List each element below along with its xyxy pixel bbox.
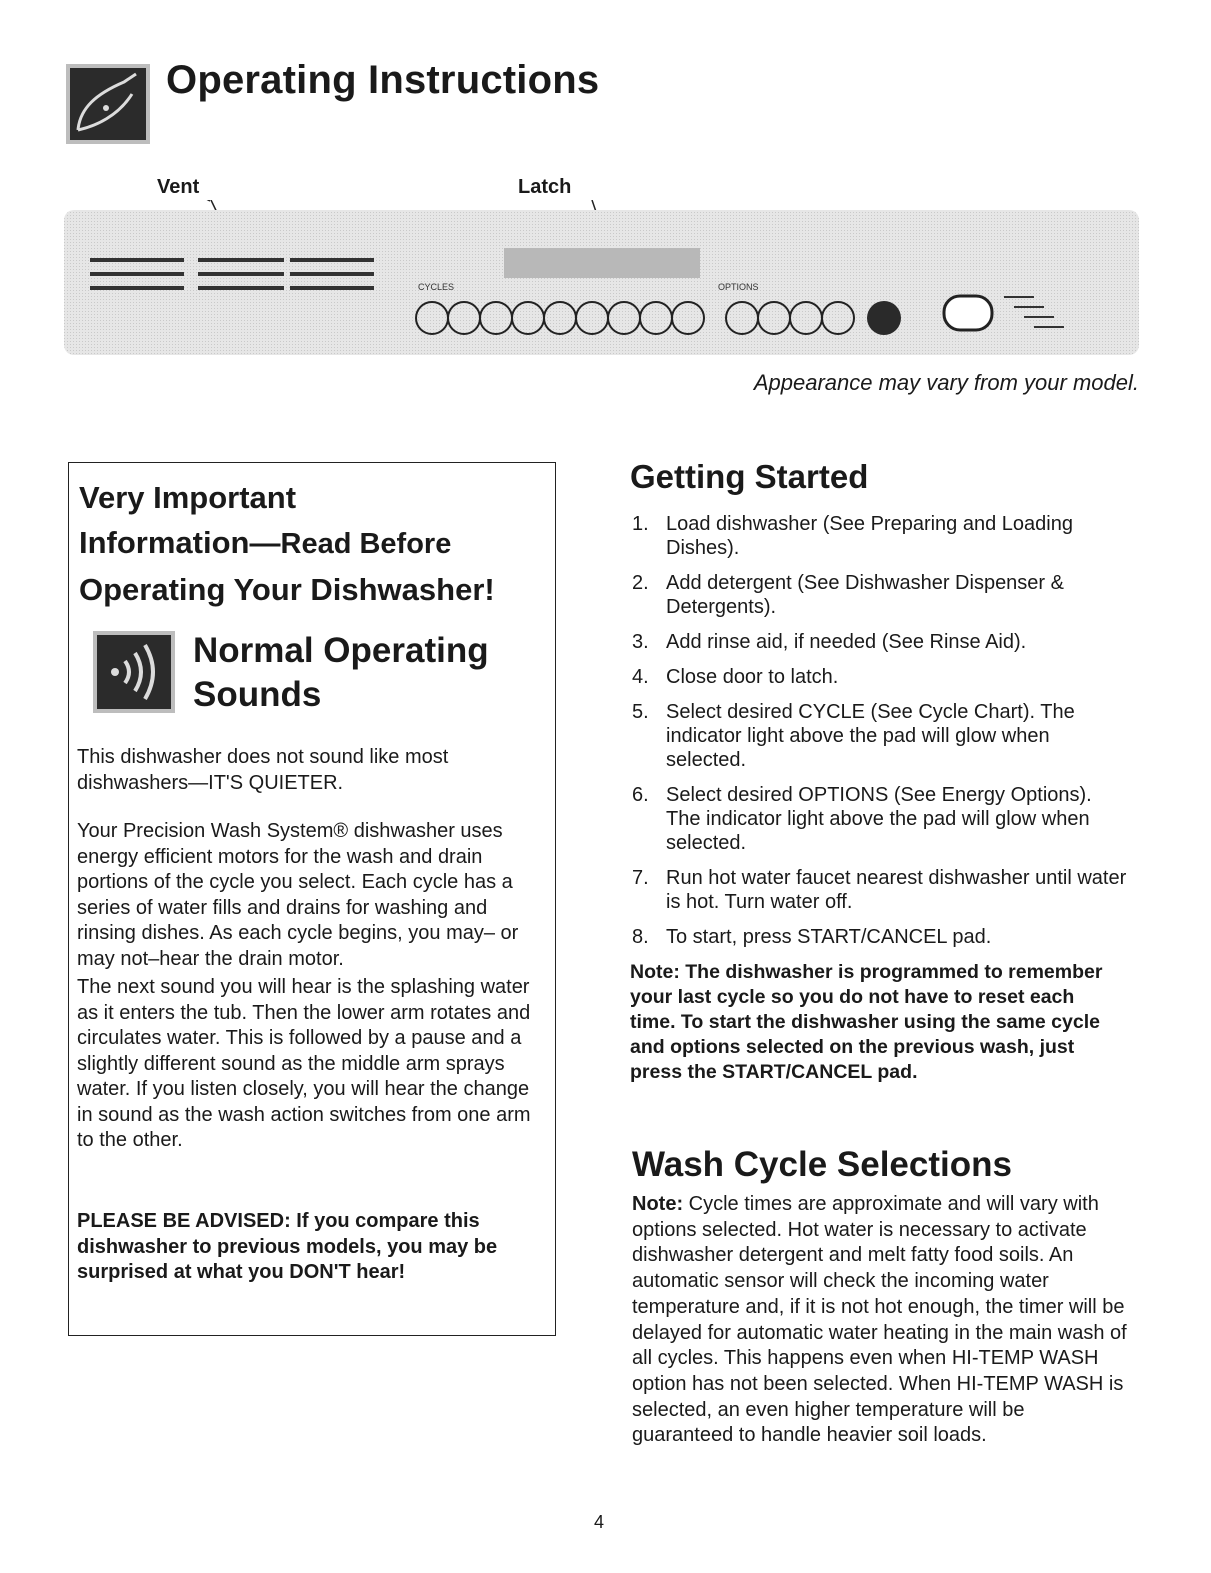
splashing-paragraph: The next sound you will hear is the splashing water as it enters the tub. Then the lower arm rotates and circulates water. This is followed by a pause and a slightly different sound as the middle arm sprays water. If you listen closely, you will hear the change in sound as the wash action switches from one arm to the other.	[77, 976, 531, 1151]
important-heading-line3: Operating Your Dishwasher!	[79, 572, 495, 607]
svg-text:OPTIONS: OPTIONS	[718, 282, 759, 292]
page-number: 4	[594, 1512, 605, 1532]
sounds-heading-line1: Normal Operating	[193, 631, 489, 670]
list-item: 7. Run hot water faucet nearest dishwasher until water is hot. Turn water off.	[632, 867, 1127, 913]
getting-started-heading: Getting Started	[630, 458, 869, 495]
important-heading	[79, 475, 495, 612]
wash-cycle-heading: Wash Cycle Selections	[632, 1145, 1012, 1184]
list-item: 2. Add detergent (See Dishwasher Dispenser & Detergents).	[632, 572, 1064, 618]
list-item: 8. To start, press START/CANCEL pad.	[632, 926, 992, 948]
important-heading-line2b: Read Before	[280, 528, 452, 560]
getting-started-steps	[630, 512, 1130, 960]
control-panel-illustration	[64, 174, 1139, 406]
programmed-note: Note: The dishwasher is programmed to remember your last cycle so you do not have to reset each time. To start the dishwasher using the same cycle and options selected on the previous wash, just press the START/CANCEL pad.	[630, 961, 1103, 1083]
sound-waves-icon	[93, 631, 175, 713]
wash-cycle-body: Cycle times are approximate and will vary with options selected. Hot water is necessary to activate dishwasher detergent and melt fatty food soils. An automatic sensor will check the incoming water temperature and, if it is not hot enough, the timer will be delayed for automatic water heating in the main wash of all cycles. This happens even when HI-TEMP WASH option has not been selected. When HI-TEMP WASH is selected, an even higher temperature will be guaranteed to handle heavier soil loads.	[632, 1193, 1127, 1447]
operating-instructions-icon	[66, 64, 150, 144]
motors-paragraph: Your Precision Wash System® dishwasher uses energy efficient motors for the wash and drain portions of the cycle you select. Each cycle has a series of water fills and drains for washing and rinsing dishes. As each cycle begins, you may– or may not–hear the drain motor.	[77, 820, 519, 970]
quieter-paragraph: This dishwasher does not sound like most dishwashers—IT'S QUIETER.	[77, 746, 449, 794]
control-panel-drawing	[64, 200, 1139, 360]
important-information-box	[68, 462, 556, 1336]
svg-text:CYCLES: CYCLES	[418, 282, 455, 292]
vent-callout-label: Vent	[157, 176, 200, 198]
sounds-heading-line2: Sounds	[193, 675, 322, 714]
list-item: 4. Close door to latch.	[632, 666, 839, 688]
advisory-paragraph: PLEASE BE ADVISED: If you compare this dishwasher to previous models, you may be surprised at what you DON'T hear!	[77, 1210, 498, 1283]
list-item: 1. Load dishwasher (See Preparing and Loading Dishes).	[632, 513, 1073, 559]
latch-callout-label: Latch	[518, 176, 572, 198]
appearance-caption: Appearance may vary from your model.	[753, 370, 1139, 395]
page-title: Operating Instructions	[166, 58, 600, 102]
wash-cycle-note-label: Note:	[632, 1193, 684, 1215]
list-item: 6. Select desired OPTIONS (See Energy Options). The indicator light above the pad will glow when selected.	[632, 784, 1092, 854]
list-item: 3. Add rinse aid, if needed (See Rinse Aid).	[632, 631, 1027, 653]
start-cancel-button	[867, 301, 901, 335]
wash-cycle-paragraph	[632, 1192, 1128, 1449]
sounds-heading	[193, 629, 489, 717]
important-heading-line2a: Information—	[79, 525, 281, 560]
important-heading-line1: Very Important	[79, 480, 297, 515]
status-display	[944, 296, 992, 330]
list-item: 5. Select desired CYCLE (See Cycle Chart). The indicator light above the pad will glow when selected.	[632, 701, 1075, 771]
